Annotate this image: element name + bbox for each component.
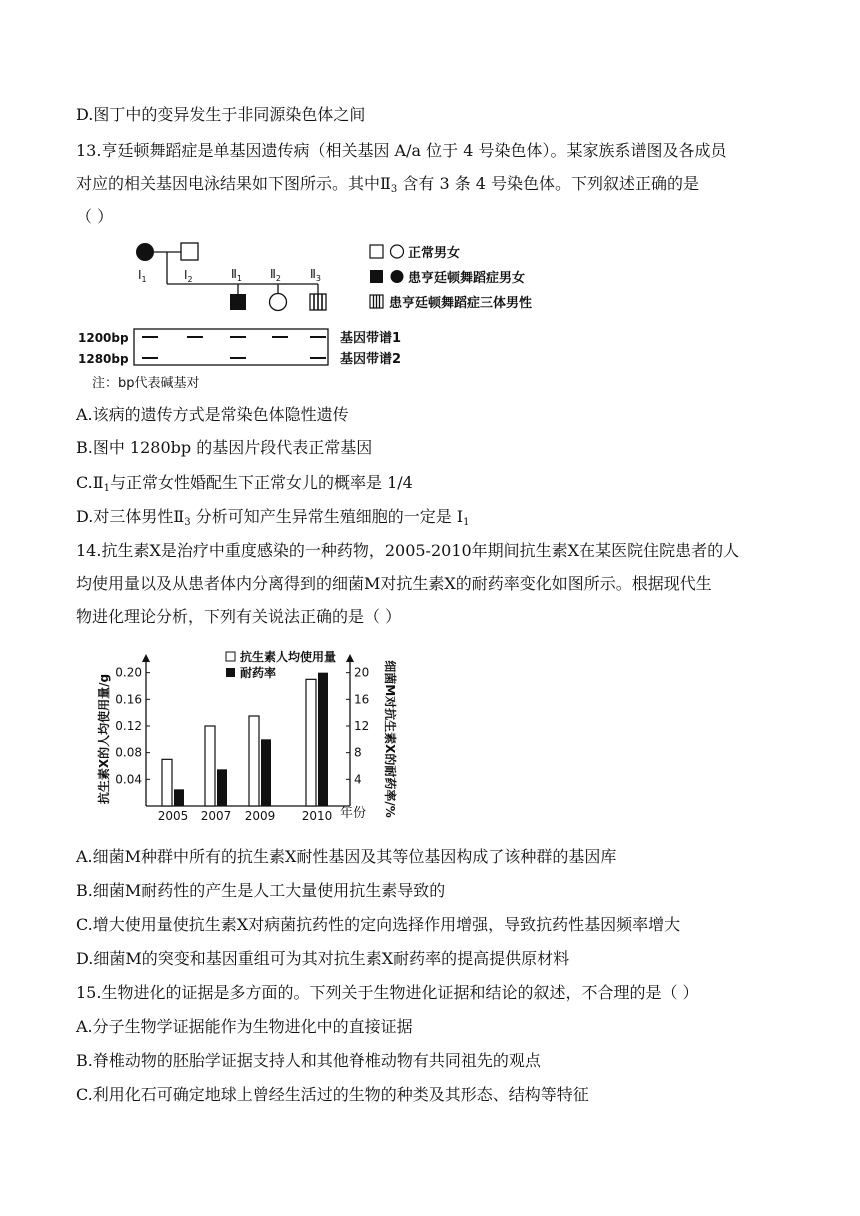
bar-resistance-2009: [261, 739, 271, 806]
x-tick-label-2009: 2009: [244, 809, 276, 823]
chart-ylabel-right: 细菌M对抗生素X的耐药率/%: [383, 660, 397, 818]
legend-usage: 抗生素人均使用量: [240, 650, 337, 664]
bp-label-1280: 1280bp: [78, 352, 129, 366]
band-label-1: 基因带谱1: [340, 331, 402, 346]
band-label-2: 基因带谱2: [340, 352, 402, 367]
left-tick-label: 0.12: [115, 719, 142, 733]
bar-usage-2007: [205, 726, 215, 806]
q14-stem-line3: 物进化理论分析，下列有关说法正确的是（ ）: [76, 607, 402, 626]
q14-stem-line1: 14.抗生素X是治疗中重度感染的一种药物，2005-2010年期间抗生素X在某医院住院患者的人: [76, 541, 740, 560]
q13-option-c: $C.Ⅱ_1$与正常女性婚配生下正常女儿的概率是 1/4: [76, 473, 413, 494]
bar-resistance-2005: [174, 789, 184, 806]
pedigree-label-I2: $I_2$: [184, 268, 193, 284]
legend-normal: 正常男女: [408, 246, 461, 261]
pedigree-label-I1: $I_1$: [138, 268, 147, 284]
left-tick-label: 0.20: [115, 665, 142, 680]
q13-answer-paren: （ ）: [76, 207, 114, 226]
chart-xlabel: 年份: [340, 806, 367, 821]
right-tick-label: 12: [354, 719, 370, 733]
q15-option-b: B.脊椎动物的胚胎学证据支持人和其他脊椎动物有共同祖先的观点: [76, 1051, 541, 1070]
legend-resistance: 耐药率: [240, 666, 277, 680]
q13-stem-line1: 13.亨廷顿舞蹈症是单基因遗传病（相关基因 A/a 位于 4 号染色体）。某家族系谱图及各成员: [76, 141, 727, 160]
q12-option-d: D.图丁中的变异发生于非同源染色体之间: [76, 105, 366, 124]
bar-usage-2010: [306, 679, 316, 806]
q14-option-d: D.细菌M的突变和基因重组可为其对抗生素X耐药率的提高提供原材料: [76, 949, 570, 968]
x-tick-label-2010: 2010: [301, 809, 333, 823]
pedigree-I1-affected-female: [136, 243, 154, 261]
pedigree-II2-normal-female: [270, 294, 287, 311]
right-tick-label: 16: [354, 692, 370, 707]
pedigree-II1-affected-male: [230, 294, 246, 310]
legend-trisomy: 患亨廷顿舞蹈症三体男性: [389, 296, 533, 311]
q15-option-c: C.利用化石可确定地球上曾经生活过的生物的种类及其形态、结构等特征: [76, 1085, 589, 1104]
left-tick-label: 0.16: [115, 692, 142, 707]
pedigree-note: 注：bp代表碱基对: [92, 376, 200, 391]
electrophoresis-gel: [134, 329, 328, 365]
bar-usage-2009: [249, 716, 259, 806]
right-tick-label: 4: [354, 772, 362, 787]
bar-resistance-2007: [217, 769, 227, 806]
legend-affected: 患亨廷顿舞蹈症男女: [408, 271, 526, 286]
x-tick-label-2007: 2007: [200, 809, 232, 823]
q14-option-a: A.细菌M种群中所有的抗生素X耐性基因及其等位基因构成了该种群的基因库: [76, 847, 617, 866]
pedigree-label-II1: $Ⅱ_1$: [231, 267, 242, 283]
antibiotic-bar-chart: [94, 644, 414, 830]
chart-ylabel-left: 抗生素X的人均使用量/g: [97, 673, 111, 805]
q14-option-c: C.增大使用量使抗生素X对病菌抗药性的定向选择作用增强，导致抗药性基因频率增大: [76, 915, 681, 934]
q15-option-a: A.分子生物学证据能作为生物进化中的直接证据: [76, 1017, 413, 1036]
q14-stem-line2: 均使用量以及从患者体内分离得到的细菌M对抗生素X的耐药率变化如图所示。根据现代生: [76, 574, 712, 593]
q13-option-d: D.对三体男性$Ⅱ_3$ 分析可知产生异常生殖细胞的一定是 $I_1$: [76, 507, 470, 528]
pedigree-figure: [78, 234, 578, 394]
pedigree-label-II3: $Ⅱ_3$: [310, 267, 321, 283]
chart-left-arrow: [142, 654, 150, 662]
q14-option-b: B.细菌M耐药性的产生是人工大量使用抗生素导致的: [76, 881, 446, 900]
bp-label-1200: 1200bp: [78, 331, 129, 345]
bar-resistance-2010: [318, 673, 328, 806]
pedigree-label-II2: $Ⅱ_2$: [270, 267, 281, 283]
q13-stem-line2: 对应的相关基因电泳结果如下图所示。其中$Ⅱ_3$ 含有 3 条 4 号染色体。下列叙述正确的是: [76, 174, 700, 195]
q13-option-a: A.该病的遗传方式是常染色体隐性遗传: [76, 405, 349, 424]
left-tick-label: 0.08: [115, 745, 142, 760]
x-tick-label-2005: 2005: [157, 809, 189, 823]
left-tick-label: 0.04: [115, 772, 142, 787]
q15-stem: 15.生物进化的证据是多方面的。下列关于生物进化证据和结论的叙述，不合理的是（ ）: [76, 983, 699, 1002]
right-tick-label: 8: [354, 745, 362, 760]
q13-option-b: B.图中 1280bp 的基因片段代表正常基因: [76, 438, 373, 457]
pedigree-I2-normal-male: [181, 243, 198, 260]
right-tick-label: 20: [354, 665, 370, 680]
chart-right-arrow: [346, 654, 354, 662]
bar-usage-2005: [162, 759, 172, 806]
